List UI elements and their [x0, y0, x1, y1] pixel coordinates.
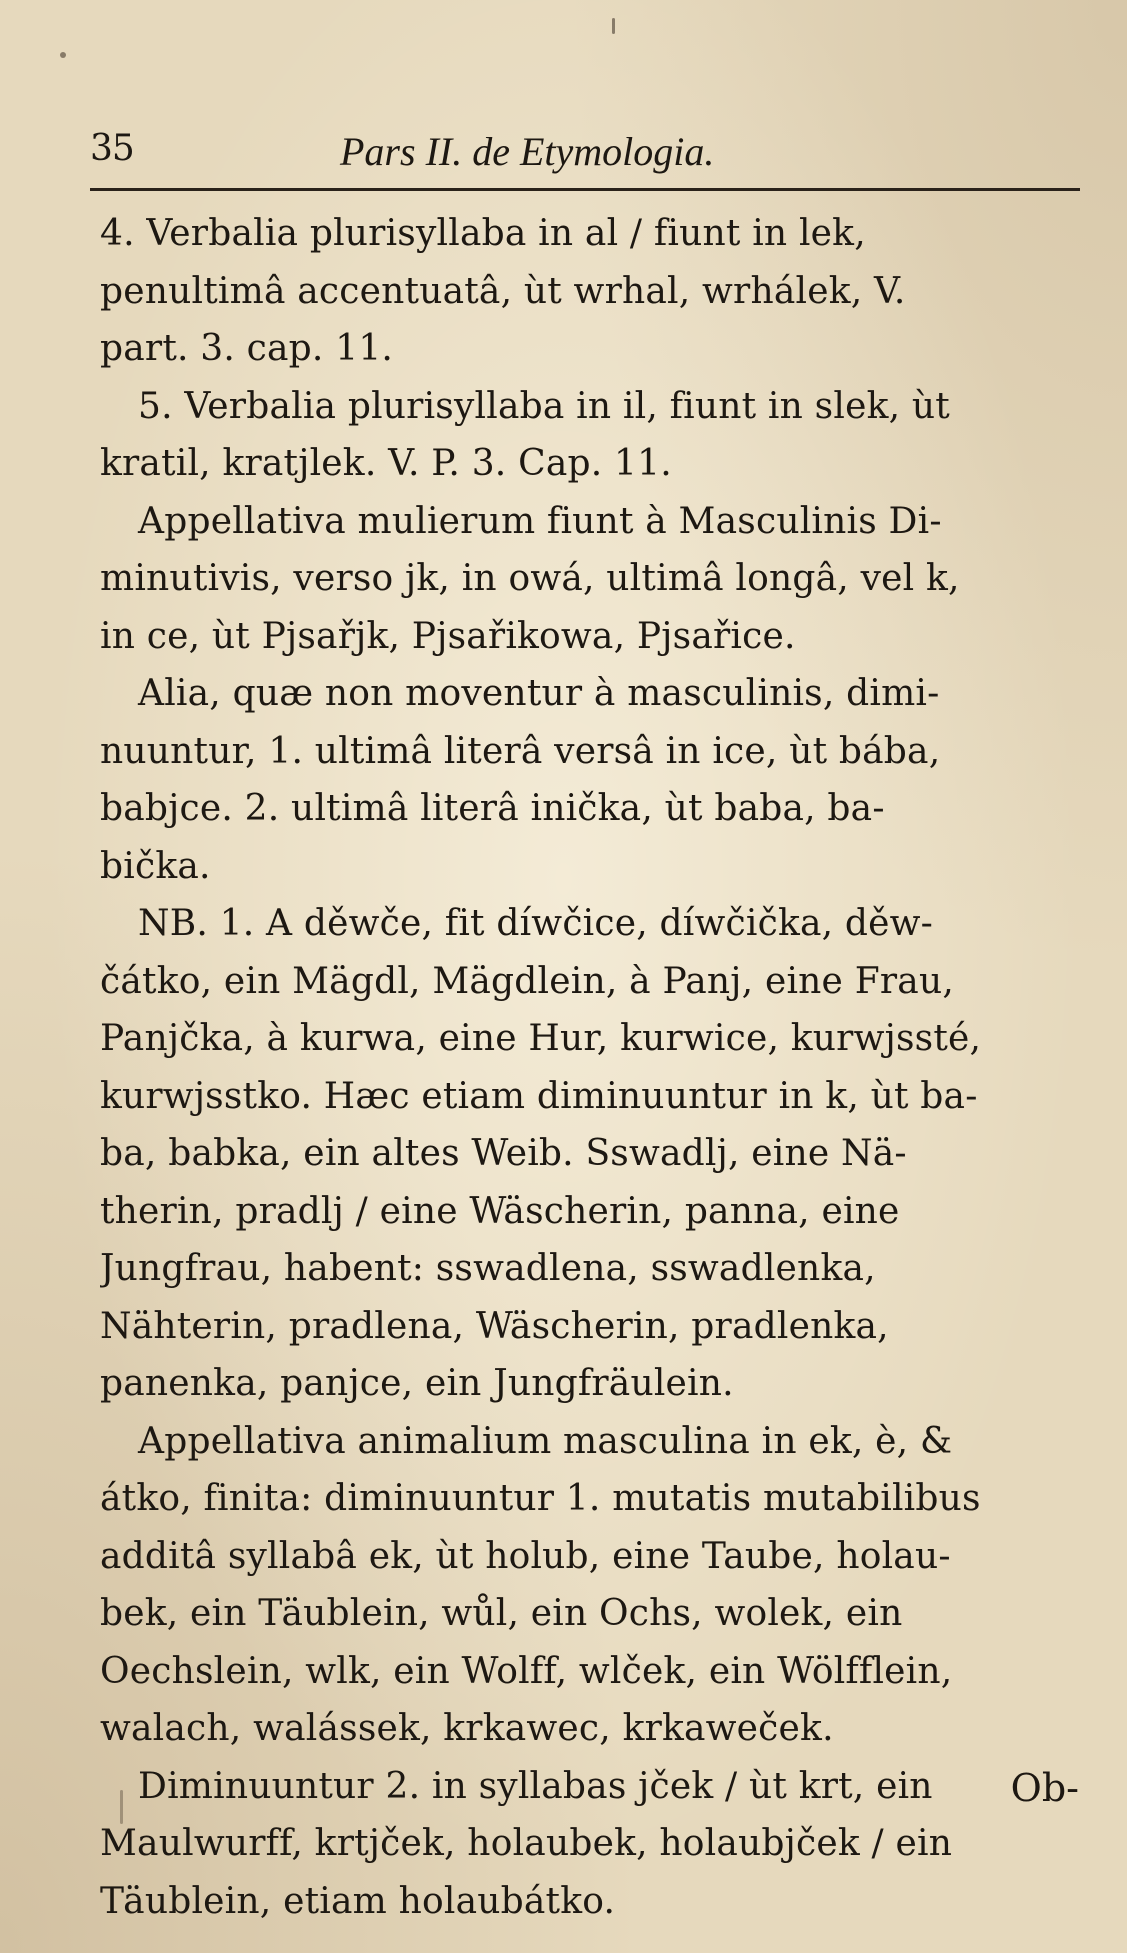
text-line: Nähterin, pradlena, Wäscherin, pradlenka, [100, 1305, 889, 1347]
text-line: additâ syllabâ ek, ùt holub, eine Taube, holau- [100, 1535, 951, 1577]
text-line: therin, pradlj / eine Wäscherin, panna, eine [100, 1190, 900, 1232]
text-line: Appellativa mulierum fiunt à Masculinis Di- [138, 500, 942, 542]
text-line: penultimâ accentuatâ, ùt wrhal, wrhálek, V. [100, 270, 906, 312]
text-line: Alia, quæ non moventur à masculinis, dimi- [138, 673, 940, 714]
text-line: Panjčka, à kurwa, eine Hur, kurwice, kurwjssté, [100, 1018, 982, 1059]
text-line: átko, finita: diminuuntur 1. mutatis mutabilibus [100, 1478, 981, 1519]
text-line: bička. [100, 845, 211, 887]
running-head: Pars II. de Etymologia. [340, 129, 715, 174]
text-line: minutivis, verso jk, in owá, ultimâ longâ, vel k, [100, 558, 960, 599]
body-text [100, 205, 1085, 1930]
text-line: ba, babka, ein altes Weib. Sswadlj, eine Nä- [100, 1133, 907, 1174]
text-line: nuuntur, 1. ultimâ literâ versâ in ice, ùt bába, [100, 730, 941, 772]
text-line: Diminuuntur 2. in syllabas jček / ùt krt, ein [138, 1765, 933, 1807]
text-line: in ce, ùt Pjsařjk, Pjsařikowa, Pjsařice. [100, 615, 796, 657]
text-line: Oechslein, wlk, ein Wolff, wlček, ein Wölfflein, [100, 1650, 953, 1692]
text-line: Maulwurff, krtjček, holaubek, holaubjček / ein [100, 1823, 953, 1864]
ink-spot [612, 18, 615, 34]
page-number: 35 [90, 128, 134, 169]
header-rule [90, 188, 1080, 191]
text-line: 4. Verbalia plurisyllaba in al / fiunt in lek, [100, 213, 866, 254]
text-line: kurwjsstko. Hæc etiam diminuuntur in k, ùt ba- [100, 1075, 978, 1117]
text-line: bek, ein Täublein, wůl, ein Ochs, wolek, ein [100, 1593, 903, 1634]
catchword: Ob- [1010, 1766, 1079, 1810]
text-line: 5. Verbalia plurisyllaba in il, fiunt in slek, ùt [138, 385, 950, 427]
text-line: NB. 1. A děwče, fit díwčice, díwčička, děw- [138, 903, 934, 944]
text-line: Täublein, etiam holaubátko. [100, 1880, 616, 1922]
text-line: panenka, panjce, ein Jungfräulein. [100, 1363, 734, 1404]
text-line: Jungfrau, habent: sswadlena, sswadlenka, [100, 1248, 876, 1289]
text-line: Appellativa animalium masculina in ek, è, & [138, 1420, 953, 1462]
text-line: walach, walássek, krkawec, krkaweček. [100, 1708, 834, 1749]
text-line: part. 3. cap. 11. [100, 328, 394, 369]
text-line: babjce. 2. ultimâ literâ inička, ùt baba, ba- [100, 788, 885, 829]
page-header [90, 128, 1080, 184]
ink-spot [60, 52, 66, 58]
text-line: kratil, kratjlek. V. P. 3. Cap. 11. [100, 443, 672, 484]
text-line: čátko, ein Mägdl, Mägdlein, à Panj, eine Frau, [100, 960, 954, 1002]
